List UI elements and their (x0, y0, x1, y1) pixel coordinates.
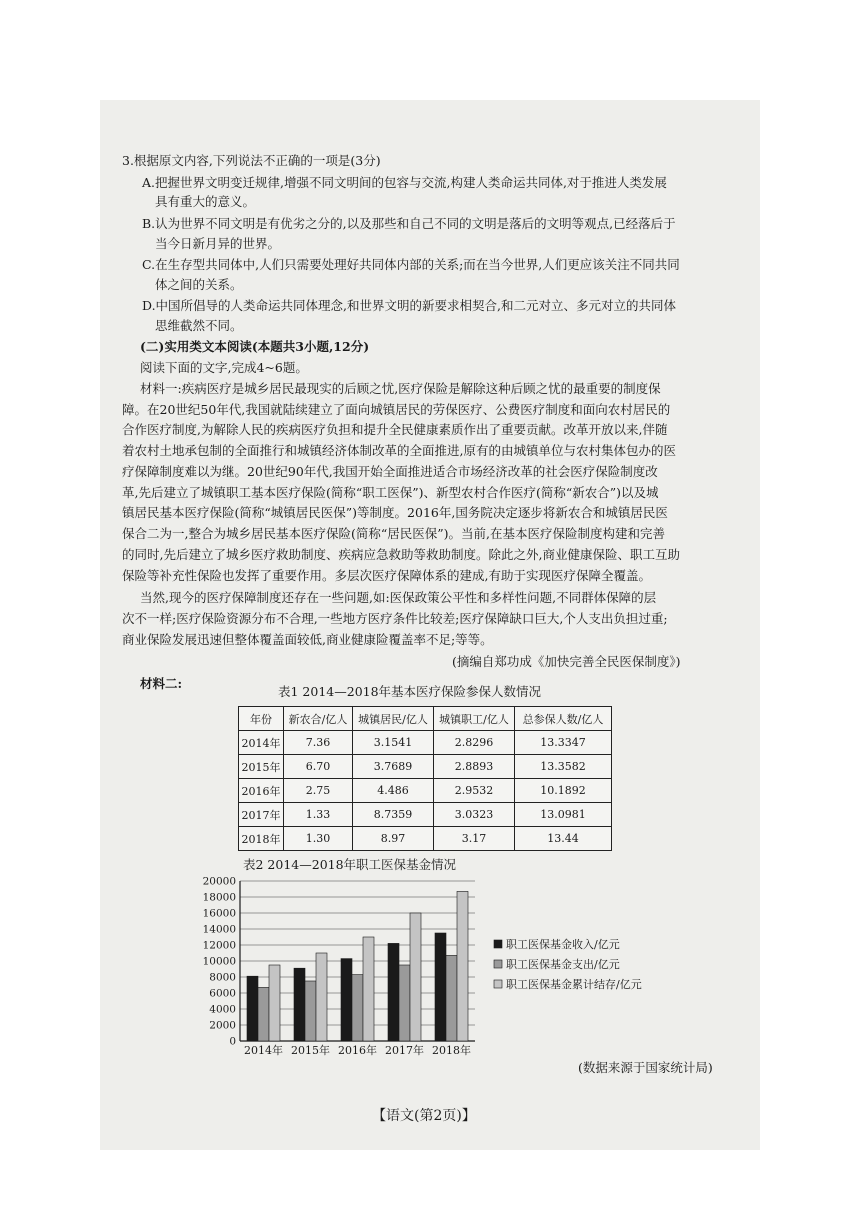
material1-line: 镇居民基本医疗保险(简称“城镇居民医保”)等制度。2016年,国务院决定逐步将新农合和城镇居民医 (122, 505, 668, 520)
bar (316, 953, 327, 1041)
bar (294, 968, 305, 1041)
header-cell: 城镇职工/亿人 (434, 707, 515, 731)
table2-title: 表2 2014—2018年职工医保基金情况 (243, 857, 457, 872)
header-cell: 城镇居民/亿人 (353, 707, 434, 731)
y-tick-label: 4000 (209, 1003, 236, 1016)
material1-line: 障。在20世纪50年代,我国就陆续建立了面向城镇居民的劳保医疗、公费医疗制度和面向农村居民的 (122, 402, 671, 417)
table-cell: 2.75 (284, 779, 353, 803)
table-cell: 3.7689 (353, 755, 434, 779)
y-tick-label: 0 (229, 1035, 236, 1048)
option-b-line1: B.认为世界不同文明是有优劣之分的,以及那些和自己不同的文明是落后的文明等观点,已经落后于 (142, 216, 676, 231)
table-cell: 3.17 (434, 827, 515, 851)
participants-table (238, 706, 612, 851)
y-tick-label: 20000 (202, 875, 236, 888)
legend-swatch (494, 940, 502, 948)
section-heading: (二)实用类文本阅读(本题共3小题,12分) (140, 339, 370, 354)
material1-line: 商业保险发展迅速但整体覆盖面较低,商业健康险覆盖率不足;等等。 (122, 632, 493, 647)
material1-line: 着农村土地承包制的全面推行和城镇经济体制改革的全面推进,原有的由城镇单位与农村集体包办的医 (122, 443, 676, 458)
header-cell: 总参保人数/亿人 (515, 707, 612, 731)
bar (435, 933, 446, 1041)
table-cell: 1.30 (284, 827, 353, 851)
table-cell: 2014年 (239, 731, 284, 755)
table-cell: 2016年 (239, 779, 284, 803)
bar (305, 981, 316, 1041)
bar (363, 937, 374, 1041)
x-tick-label: 2015年 (291, 1044, 330, 1057)
table-cell: 2017年 (239, 803, 284, 827)
bar (352, 975, 363, 1041)
bar (341, 959, 352, 1041)
table-cell: 8.7359 (353, 803, 434, 827)
table1-title: 表1 2014—2018年基本医疗保险参保人数情况 (278, 684, 542, 699)
option-d-line1: D.中国所倡导的人类命运共同体理念,和世界文明的新要求相契合,和二元对立、多元对立的共同体 (142, 298, 676, 313)
material1-source: (摘编自郑功成《加快完善全民医保制度》) (452, 654, 681, 669)
header-cell: 新农合/亿人 (284, 707, 353, 731)
y-tick-label: 12000 (202, 939, 236, 952)
y-tick-label: 14000 (202, 923, 236, 936)
data-source: (数据来源于国家统计局) (578, 1060, 713, 1075)
question-3-stem: 3.根据原文内容,下列说法不正确的一项是(3分) (122, 153, 381, 168)
table-cell: 2.8296 (434, 731, 515, 755)
option-d-line2: 思维截然不同。 (155, 318, 243, 333)
table-cell: 4.486 (353, 779, 434, 803)
x-tick-label: 2018年 (432, 1044, 471, 1057)
bar (258, 987, 269, 1041)
table-cell: 8.97 (353, 827, 434, 851)
y-tick-label: 2000 (209, 1019, 236, 1032)
table-row (239, 731, 612, 755)
legend-label: 职工医保基金收入/亿元 (506, 938, 620, 951)
bar (247, 976, 258, 1041)
bar (399, 965, 410, 1041)
table-cell: 13.3347 (515, 731, 612, 755)
x-tick-label: 2017年 (385, 1044, 424, 1057)
table-cell: 13.0981 (515, 803, 612, 827)
section-instruction: 阅读下面的文字,完成4~6题。 (140, 360, 308, 375)
y-tick-label: 18000 (202, 891, 236, 904)
legend-swatch (494, 980, 502, 988)
y-tick-label: 16000 (202, 907, 236, 920)
table-row (239, 755, 612, 779)
legend-label: 职工医保基金累计结存/亿元 (506, 978, 642, 991)
bar (446, 955, 457, 1041)
option-c-line2: 体之间的关系。 (155, 277, 243, 292)
material1-line: 材料一:疾病医疗是城乡居民最现实的后顾之忧,医疗保险是解除这种后顾之忧的最重要的制度保 (140, 381, 661, 396)
page-footer: 【语文(第2页)】 (372, 1108, 476, 1124)
table-header-row (239, 707, 612, 731)
legend-swatch (494, 960, 502, 968)
y-tick-label: 10000 (202, 955, 236, 968)
material1-line: 革,先后建立了城镇职工基本医疗保险(简称“职工医保”)、新型农村合作医疗(简称“新农合”)以及城 (122, 485, 659, 500)
y-tick-label: 8000 (209, 971, 236, 984)
table-row (239, 803, 612, 827)
table-cell: 3.0323 (434, 803, 515, 827)
table-cell: 10.1892 (515, 779, 612, 803)
table-cell: 13.3582 (515, 755, 612, 779)
table-row (239, 827, 612, 851)
option-c-line1: C.在生存型共同体中,人们只需要处理好共同体内部的关系;而在当今世界,人们更应该关注不同共同 (142, 257, 680, 272)
option-a-line2: 具有重大的意义。 (155, 194, 256, 209)
table-cell: 1.33 (284, 803, 353, 827)
material1-line: 保合二为一,整合为城乡居民基本医疗保险(简称“居民医保”)。当前,在基本医疗保险制度构建和完善 (122, 526, 665, 541)
material1-line: 次不一样;医疗保险资源分布不合理,一些地方医疗条件比较差;医疗保障缺口巨大,个人支出负担过重; (122, 611, 668, 626)
fund-bar-chart (200, 872, 690, 1062)
table-cell: 2.8893 (434, 755, 515, 779)
option-b-line2: 当今日新月异的世界。 (155, 236, 281, 251)
table-cell: 2018年 (239, 827, 284, 851)
material1-line: 疗保障制度难以为继。20世纪90年代,我国开始全面推进适合市场经济改革的社会医疗保险制度改 (122, 464, 658, 479)
bar (410, 913, 421, 1041)
table-cell: 13.44 (515, 827, 612, 851)
bar (388, 943, 399, 1041)
table-cell: 2.9532 (434, 779, 515, 803)
bar (457, 891, 468, 1041)
material1-line: 合作医疗制度,为解除人民的疾病医疗负担和提升全民健康素质作出了重要贡献。改革开放以来,伴随 (122, 422, 668, 437)
table-cell: 7.36 (284, 731, 353, 755)
material2-label: 材料二: (140, 676, 183, 691)
legend-label: 职工医保基金支出/亿元 (506, 958, 620, 971)
x-tick-label: 2016年 (338, 1044, 377, 1057)
material1-line: 的同时,先后建立了城乡医疗救助制度、疾病应急救助等救助制度。除此之外,商业健康保险、职工互助 (122, 547, 680, 562)
table-cell: 6.70 (284, 755, 353, 779)
header-cell: 年份 (239, 707, 284, 731)
table-cell: 2015年 (239, 755, 284, 779)
option-a-line1: A.把握世界文明变迁规律,增强不同文明间的包容与交流,构建人类命运共同体,对于推进人类发展 (142, 175, 667, 190)
y-tick-label: 6000 (209, 987, 236, 1000)
bar (269, 965, 280, 1041)
table-cell: 3.1541 (353, 731, 434, 755)
material1-line: 保险等补充性保险也发挥了重要作用。多层次医疗保障体系的建成,有助于实现医疗保障全覆盖。 (122, 568, 651, 583)
material1-line: 当然,现今的医疗保障制度还存在一些问题,如:医保政策公平性和多样性问题,不同群体保障的层 (140, 590, 657, 605)
x-tick-label: 2014年 (244, 1044, 283, 1057)
table-row (239, 779, 612, 803)
